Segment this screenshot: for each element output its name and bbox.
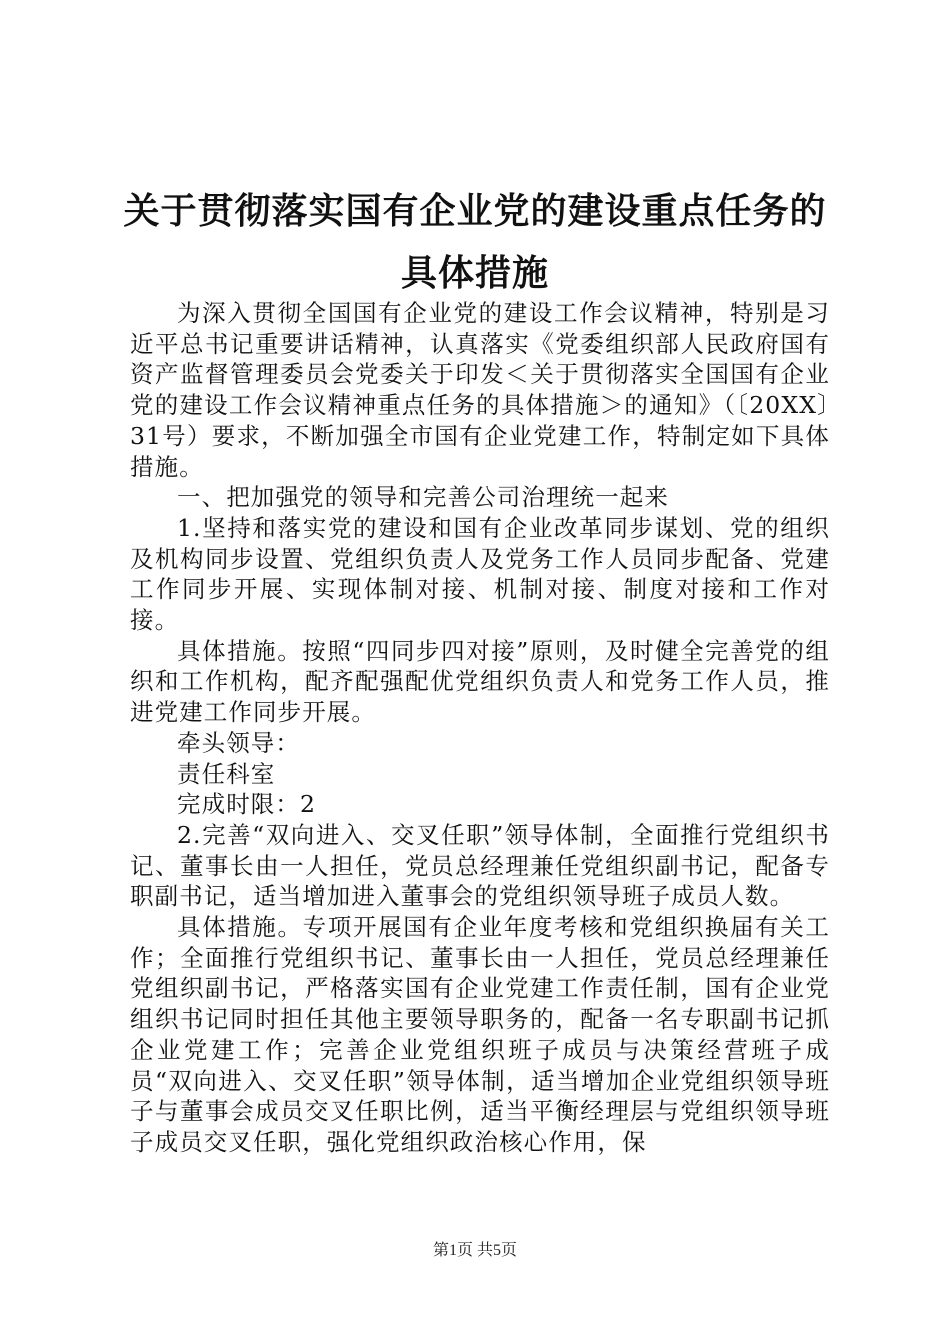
page-footer: 第1页 共5页 <box>432 1242 517 1259</box>
responsible-office-label: 责任科室 <box>177 759 276 788</box>
deadline-label: 完成时限：2 <box>177 790 317 819</box>
section-heading-1: 一、把加强党的领导和完善公司治理统一起来 <box>177 483 669 512</box>
item-1-measures: 具体措施。按照“四同步四对接”原则，及时健全完善党的组织和工作机构，配齐配强配优党组织负责人和党务工作人员，推进党建工作同步开展。 <box>130 636 830 727</box>
item-1: 1.坚持和落实党的建设和国有企业改革同步谋划、党的组织及机构同步设置、党组织负责人及党务工作人员同步配备、党建工作同步开展、实现体制对接、机制对接、制度对接和工作对接。 <box>130 513 830 635</box>
item-2-measures: 具体措施。专项开展国有企业年度考核和党组织换届有关工作；全面推行党组织书记、董事长由一人担任，党员总经理兼任党组织副书记，严格落实国有企业党建工作责任制，国有企业党组织书记同时担任其他主要领导职务的，配备一名专职副书记抓企业党建工作；完善企业党组织班子成员与决策经营班子成员“双向进入、交叉任职”领导体制，适当增加企业党组织领导班子与董事会成员交叉任职比例，适当平衡经理层与党组织领导班子成员交叉任职，强化党组织政治核心作用，保 <box>130 913 830 1156</box>
paragraph-intro: 为深入贯彻全国国有企业党的建设工作会议精神，特别是习近平总书记重要讲话精神，认真落实《党委组织部人民政府国有资产监督管理委员会党委关于印发＜关于贯彻落实全国国有企业党的建设工作会议精神重点任务的具体措施＞的通知》（〔20XX〕31号）要求，不断加强全市国有企业党建工作，特制定如下具体措施。 <box>130 299 830 481</box>
item-2: 2.完善“双向进入、交叉任职”领导体制，全面推行党组织书记、董事长由一人担任，党员总经理兼任党组织副书记，配备专职副书记，适当增加进入董事会的党组织领导班子成员人数。 <box>130 820 830 911</box>
document-body <box>130 298 830 1158</box>
lead-leader-label: 牵头领导： <box>177 728 300 757</box>
document-title: 关于贯彻落实国有企业党的建设重点任务的具体措施 <box>123 190 827 294</box>
